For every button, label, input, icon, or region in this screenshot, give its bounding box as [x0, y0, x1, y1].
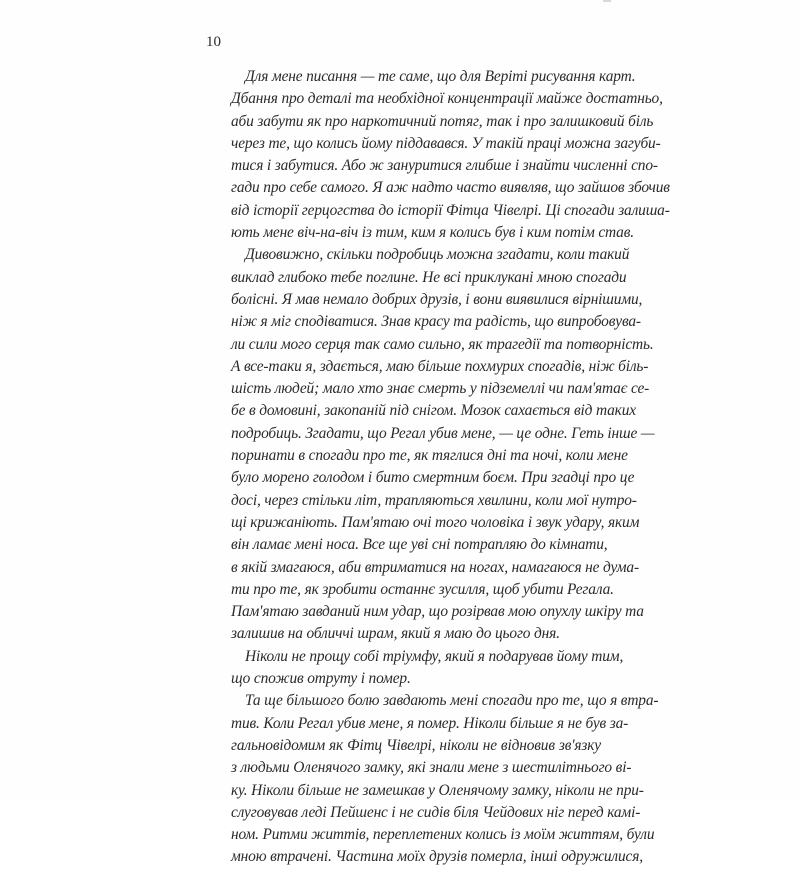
text-line: було морено голодом і бито смертним боєм. При згадці про це: [231, 469, 635, 487]
body-text: [231, 66, 670, 869]
text-line: виклад глибоко тебе поглине. Не всі приклукані мною спогади: [231, 268, 627, 286]
text-line: Для мене писання — те саме, що для Веріті рисування карт.: [245, 68, 636, 85]
text-line: ніж я міг сподіватися. Знав красу та радість, що випробовува-: [231, 313, 641, 331]
text-line: Та ще більшого болю завдають мені спогади про те, що я втра-: [245, 692, 659, 710]
text-line: що спожив отруту і помер.: [231, 670, 411, 688]
text-line: Дбання про деталі та необхідної концентрації майже достатньо,: [231, 90, 663, 108]
text-line: шість людей; мало хто знає смерть у підземеллі чи пам'ятає се-: [231, 380, 650, 398]
text-line: через те, що колись йому піддавався. У такій праці можна загуби-: [231, 134, 661, 152]
text-line: мною втрачені. Частина моїх друзів померла, інші одружилися,: [231, 848, 643, 866]
text-line: подробиць. Згадати, що Регал убив мене, — це одне. Геть інше —: [231, 424, 655, 442]
text-line: бе в домовині, закопаній під снігом. Мозок сахається від таких: [231, 402, 636, 420]
text-line: поринати в спогади про те, як тяглися дні та ночі, коли мене: [231, 447, 628, 465]
text-line: досі, через стільки літ, трапляються хвилини, коли мої нутро-: [231, 491, 637, 509]
text-line: Дивовижно, скільки подробиць можна згадати, коли такий: [245, 246, 630, 264]
text-line: ти про те, як зробити останнє зусилля, щоб убити Регала.: [231, 580, 614, 598]
paragraph: [231, 690, 659, 868]
text-line: ють мене віч-на-віч із тим, ким я колись був і ким потім став.: [231, 224, 634, 242]
page-number: 10: [206, 34, 221, 50]
scan-edge-mark: [603, 0, 611, 2]
text-line: від історії герцогства до історії Фітца Чівелрі. Ці спогади залиша-: [231, 201, 670, 219]
text-line: А все-таки я, здається, маю більше похмурих спогадів, ніж біль-: [231, 357, 649, 375]
text-line: гади про себе самого. Я аж надто часто виявляв, що зайшов збочив: [231, 179, 670, 197]
text-line: аби забути як про наркотичний потяг, так і про залишковий біль: [231, 112, 654, 130]
text-line: гальновідомим як Фітц Чівелрі, ніколи не відновив зв'язку: [231, 736, 601, 754]
text-line: ном. Ритми життів, переплетених колись із моїм життям, були: [231, 826, 655, 844]
text-line: слуговував леді Пейшенс і не сидів біля Чейдових ніг перед камі-: [231, 803, 641, 821]
paragraph: [231, 244, 655, 645]
text-line: він ламає мені носа. Все ще уві сні потрапляю до кімнати,: [231, 536, 608, 554]
paragraph: [231, 66, 670, 244]
text-line: ли сили мого серця так само сильно, як трагедії та потворність.: [231, 335, 654, 353]
text-line: тив. Коли Регал убив мене, я помер. Ніколи більше я не був за-: [231, 714, 629, 732]
text-line: в якій змагаюся, аби втриматися на ногах, намагаюся не дума-: [231, 558, 639, 576]
paragraph: [231, 646, 624, 691]
text-line: з людьми Оленячого замку, які знали мене з шестилітнього ві-: [231, 759, 632, 777]
text-line: залишив на обличчі шрам, який я маю до цього дня.: [231, 625, 560, 643]
text-line: Пам'ятаю завданий ним удар, що розірвав мою опухлу шкіру та: [231, 603, 644, 621]
text-line: щі крижаніють. Пам'ятаю очі того чоловіка і звук удару, яким: [231, 513, 640, 531]
text-line: тися і забутися. Або ж зануритися глибше і знайти численні спо-: [231, 157, 658, 175]
text-line: Ніколи не прощу собі тріумфу, який я подарував йому тим,: [245, 647, 624, 665]
text-line: болісні. Я мав немало добрих друзів, і вони виявилися вірнішими,: [231, 290, 643, 308]
text-line: ку. Ніколи більше не замешкав у Оленячому замку, ніколи не при-: [231, 781, 644, 799]
